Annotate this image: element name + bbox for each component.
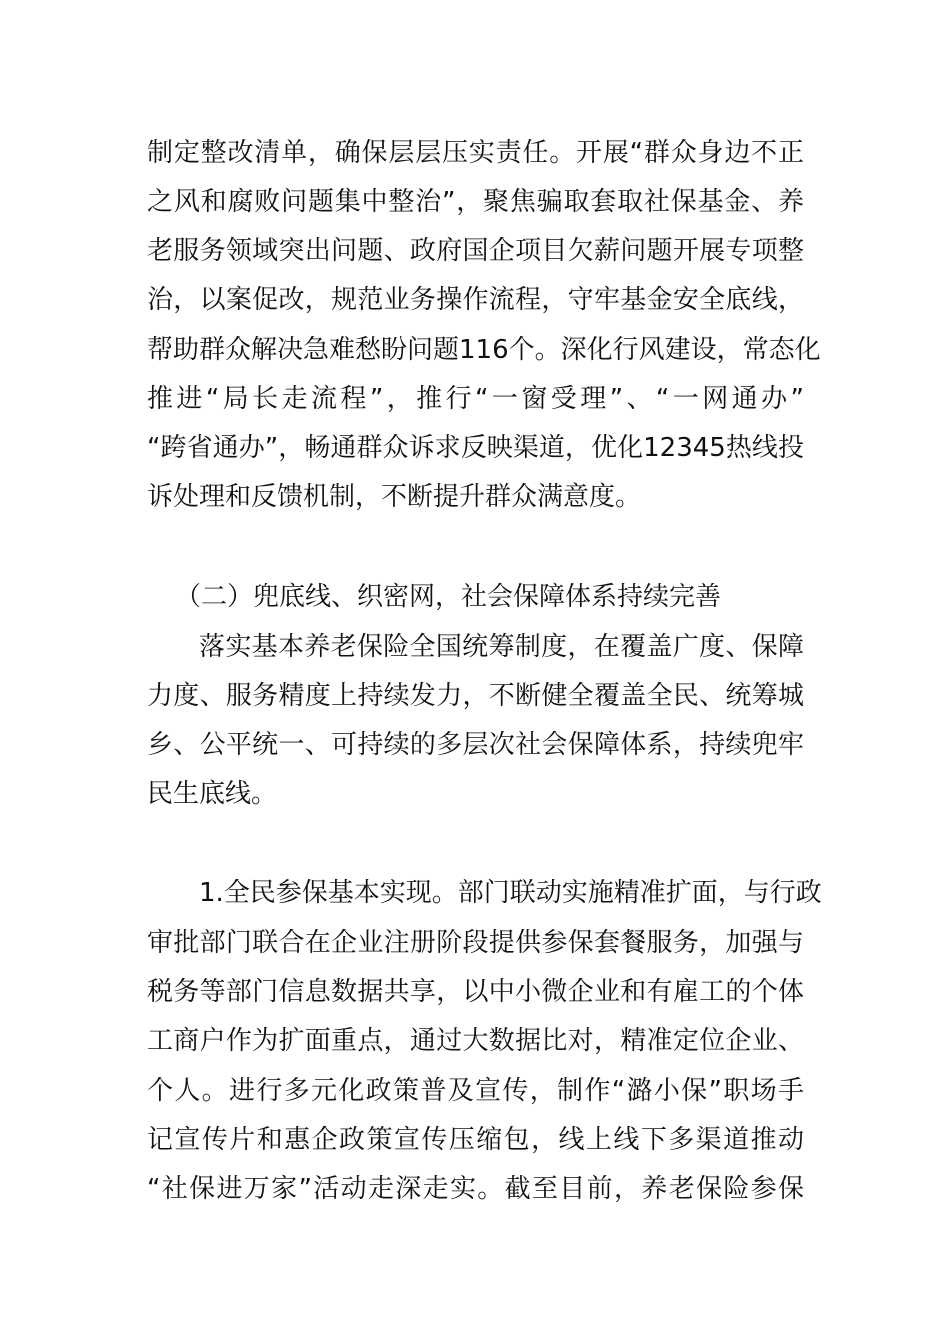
text-line: 力度、服务精度上持续发力，不断健全覆盖全民、统筹城	[147, 681, 804, 711]
text-line: “社保进万家”活动走深走实。截至目前，养老保险参保	[147, 1174, 804, 1204]
text-line: 民生底线。	[147, 779, 278, 809]
text-line: 制定整改清单，确保层层压实责任。开展“群众身边不正	[147, 138, 804, 168]
text-line: 之风和腐败问题集中整治”，聚焦骗取套取社保基金、养	[147, 187, 804, 217]
text-line: 老服务领域突出问题、政府国企项目欠薪问题开展专项整	[147, 236, 804, 266]
text-line: 治，以案促改，规范业务操作流程，守牢基金安全底线，	[147, 285, 804, 315]
text-line: 记宣传片和惠企政策宣传压缩包，线上线下多渠道推动	[147, 1125, 804, 1155]
text-line: 1.全民参保基本实现。部门联动实施精准扩面，与行政	[199, 878, 822, 908]
text-line: 帮助群众解决急难愁盼问题116个。深化行风建设，常态化	[147, 335, 821, 365]
text-line: “跨省通办”，畅通群众诉求反映渠道，优化12345热线投	[147, 433, 804, 463]
text-line: 个人。进行多元化政策普及宣传，制作“潞小保”职场手	[147, 1076, 804, 1106]
text-line: 乡、公平统一、可持续的多层次社会保障体系，持续兜牢	[147, 730, 804, 760]
text-line: 工商户作为扩面重点，通过大数据比对，精准定位企业、	[147, 1026, 804, 1056]
text-line: 税务等部门信息数据共享，以中小微企业和有雇工的个体	[147, 977, 804, 1007]
text-line: 推进“局长走流程”，推行“一窗受理”、“一网通办”	[147, 384, 804, 414]
text-line: 诉处理和反馈机制，不断提升群众满意度。	[147, 482, 642, 512]
text-line: 落实基本养老保险全国统筹制度，在覆盖广度、保障	[199, 632, 804, 662]
text-line: 审批部门联合在企业注册阶段提供参保套餐服务，加强与	[147, 928, 804, 958]
section-heading: （二）兜底线、织密网，社会保障体系持续完善	[175, 582, 722, 612]
